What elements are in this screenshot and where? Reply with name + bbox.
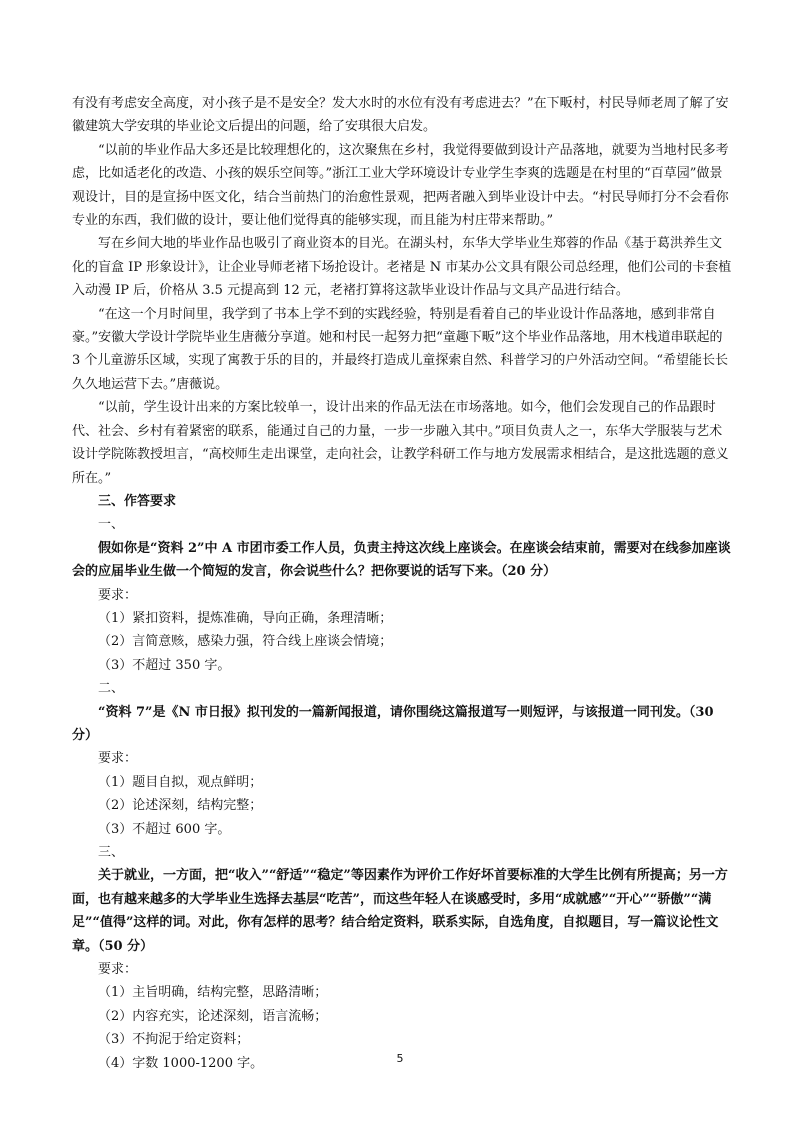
- requirement-item: （2）言简意赅，感染力强，符合线上座谈会情境；: [98, 634, 393, 650]
- paragraph: 写在乡间大地的毕业作品也吸引了商业资本的目光。在湖头村，东华大学毕业生郑蓉的作品《基于葛洪养生文化的盲盒 IP 形象设计》，让企业导师老褚下场抢设计。老褚是 N 市某办公文具有限公司总经理，他们公司的卡套植入动漫 IP 后，价格从 3.5 元提高到 12 元，老褚打算将这款毕业设计作品与文具产品进行结合。: [72, 236, 732, 299]
- requirements-label: 要求：: [98, 751, 138, 767]
- requirement-item: （3）不超过 600 字。: [98, 821, 231, 837]
- question-prompt: 关于就业，一方面，把“收入”“舒适”“稳定”等因素作为评价工作好坏首要标准的大学生比例有所提高；另一方面，也有越来越多的大学毕业生选择去基层“吃苦”，而这些年轻人在谈感受时，多用“成就感”“开心”“骄傲”“满足”“值得”这样的词。对此，你有怎样的思考？结合给定资料，联系实际，自选角度，自拟题目，写一篇议论性文章。（50 分）: [72, 868, 728, 954]
- document-body: [72, 92, 732, 1075]
- paragraph: “以前，学生设计出来的方案比较单一，设计出来的作品无法在市场落地。如今，他们会发现自己的作品跟时代、社会、乡村有着紧密的联系，能通过自己的力量，一步一步融入其中。”项目负责人之一，东华大学服装与艺术设计学院陈教授坦言，“高校师生走出课堂，走向社会，让教学科研工作与地方发展需求相结合，是这批选题的意义所在。”: [72, 400, 729, 486]
- requirement-item: （2）内容充实，论述深刻，语言流畅；: [98, 1008, 328, 1024]
- paragraph: “以前的毕业作品大多还是比较理想化的，这次聚焦在乡村，我觉得要做到设计产品落地，就要为当地村民多考虑，比如适老化的改造、小孩的娱乐空间等。”浙江工业大学环境设计专业学生李爽的选题是在村里的“百草园”做景观设计，目的是宣扬中医文化，结合当前热门的治愈性景观，把两者融入到毕业设计中去。“村民导师打分不会看你专业的东西，我们做的设计，要让他们觉得真的能够实现，而且能为村庄带来帮助。”: [72, 142, 729, 229]
- requirement-item: （4）字数 1000-1200 字。: [98, 1055, 264, 1071]
- question-prompt: 假如你是“资料 2”中 A 市团市委工作人员，负责主持这次线上座谈会。在座谈会结束前，需要对在线参加座谈会的应届毕业生做一个简短的发言，你会说些什么？把你要说的话写下来。（20 分）: [72, 540, 731, 580]
- requirements-label: 要求：: [98, 587, 138, 603]
- question-number: 二、: [98, 681, 125, 697]
- requirements-label: 要求：: [98, 962, 138, 978]
- requirement-item: （1）主旨明确，结构完整，思路清晰；: [98, 985, 328, 1001]
- requirement-item: （1）紧扣资料，提炼准确，导向正确，条理清晰；: [98, 610, 393, 626]
- question-number: 一、: [98, 517, 125, 533]
- section-title: 三、作答要求: [98, 493, 177, 509]
- question-prompt: “资料 7”是《N 市日报》拟刊发的一篇新闻报道，请你围绕这篇报道写一则短评，与该报道一同刊发。（30 分）: [72, 704, 714, 743]
- page-number: 5: [396, 1052, 404, 1065]
- requirement-item: （2）论述深刻，结构完整；: [98, 798, 263, 814]
- requirement-item: （3）不拘泥于给定资料；: [98, 1032, 250, 1048]
- paragraph-continued: 有没有考虑安全高度，对小孩子是不是安全？发大水时的水位有没有考虑进去？”在下畈村，村民导师老周了解了安徽建筑大学安琪的毕业论文后提出的问题，给了安琪很大启发。: [72, 96, 729, 135]
- requirement-item: （1）题目自拟，观点鲜明；: [98, 774, 263, 790]
- requirement-item: （3）不超过 350 字。: [98, 657, 231, 673]
- paragraph: “在这一个月时间里，我学到了书本上学不到的实践经验，特别是看着自己的毕业设计作品落地，感到非常自豪。”安徽大学设计学院毕业生唐薇分享道。她和村民一起努力把“童趣下畈”这个毕业作品落地，用木栈道串联起的 3 个儿童游乐区域，实现了寓教于乐的目的，并最终打造成儿童探索自然、科普学习的户外活动空间。“希望能长长久久地运营下去。”唐薇说。: [72, 306, 729, 392]
- question-number: 三、: [98, 845, 125, 860]
